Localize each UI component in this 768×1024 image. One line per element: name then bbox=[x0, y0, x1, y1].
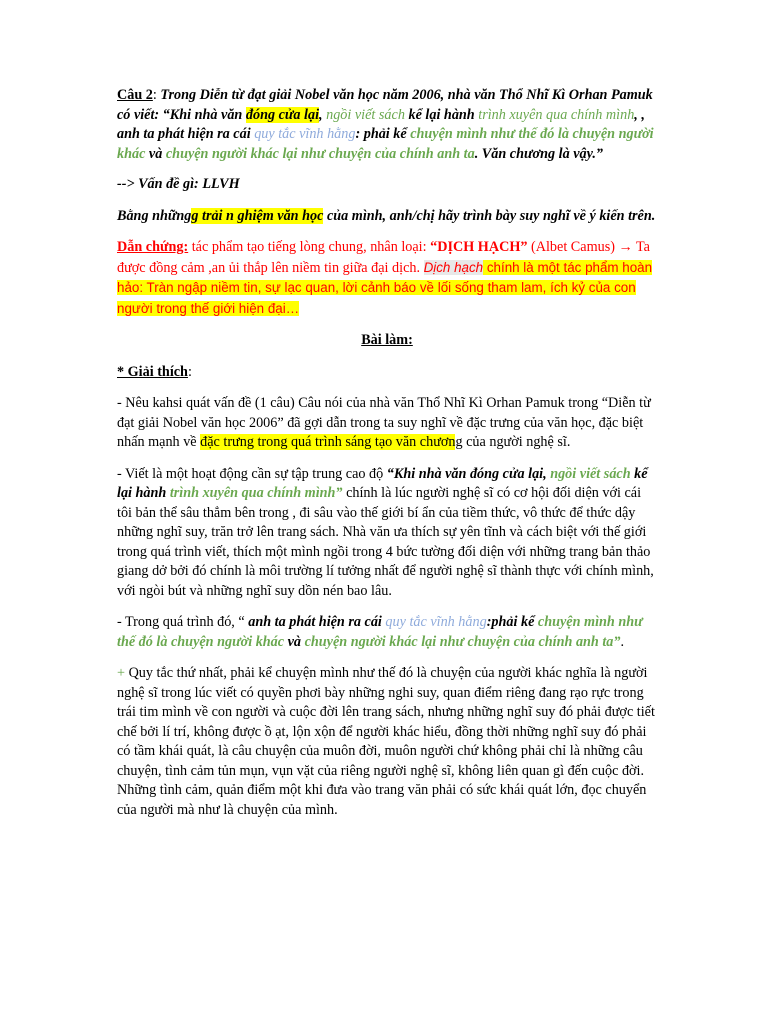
evidence-text: tác phẩm tạo tiếng lòng chung, nhân loại: bbox=[188, 239, 431, 255]
green-trinh-xuyen: trình xuyên qua chính mình bbox=[478, 106, 635, 123]
section-heading: Bài làm: bbox=[361, 332, 413, 348]
evidence-gray-title: Dịch hạch bbox=[423, 259, 484, 275]
blue-quy-tac: quy tắc vĩnh hằng bbox=[254, 126, 356, 142]
green-chuyen-nguoi-khac: chuyện người khác lại như chuyện của chính anh ta bbox=[165, 145, 475, 162]
p2-text: - Viết là một hoạt động cần sự tập trung cao độ bbox=[117, 465, 387, 482]
question-text: . Văn chương là vậy.” bbox=[474, 145, 604, 162]
evidence-title: “DỊCH HẠCH” bbox=[430, 239, 528, 255]
p2-green: ngồi viết sách bbox=[550, 465, 631, 482]
evidence-paragraph bbox=[117, 238, 657, 319]
paragraph-4 bbox=[117, 664, 657, 820]
question-text: , , anh ta phát hiện ra cái bbox=[117, 106, 645, 142]
explain-heading bbox=[117, 363, 657, 383]
p3-blue: quy tắc vĩnh hằng bbox=[385, 614, 487, 630]
paragraph-2 bbox=[117, 465, 657, 602]
p2-quote: “Khi nhà văn đóng cửa lại, bbox=[386, 465, 547, 482]
p3-quote: và bbox=[284, 633, 305, 650]
p3-quote: :phải kể bbox=[486, 614, 538, 630]
green-chuyen-minh: chuyện mình như thế đó là chuyện người khác bbox=[117, 126, 654, 162]
green-ngoi-viet-sach: ngồi viết sách bbox=[326, 106, 405, 123]
evidence-text: Ta được đồng cảm ,an ủi thắp lên niềm tin giữa đại dịch. bbox=[117, 239, 650, 276]
evidence-text: (Albet Camus) bbox=[527, 239, 619, 255]
question-text: Trong Diễn từ đạt giải Nobel văn học năm 2006, nhà văn Thổ Nhĩ Kì Orhan Pamuk có viết: “Khi nhà văn bbox=[117, 87, 653, 123]
p1-text: - Nêu kahsi quát vấn đề (1 câu) Câu nói của nhà văn Thổ Nhĩ Kì Orhan Pamuk trong “Diễn từ đạt giải Nobel văn học 2006” đã gợi dẫn trong ta suy nghĩ về đặc trưng của văn học, đặc biệt nhấn mạnh về bbox=[117, 395, 651, 450]
question-paragraph bbox=[117, 86, 657, 164]
highlight-dong-cua-lai: đóng cửa lại bbox=[245, 106, 320, 123]
question-label: Câu 2 bbox=[117, 87, 153, 103]
evidence-label: Dẫn chứng: bbox=[117, 239, 189, 255]
arrow-icon: → bbox=[618, 239, 633, 255]
task-paragraph bbox=[117, 207, 657, 227]
task-highlight: g trải n ghiệm văn học bbox=[191, 207, 324, 224]
plus-icon: + bbox=[117, 665, 126, 681]
issue-line: --> Vấn đề gì: LLVH bbox=[117, 176, 240, 192]
explain-colon: : bbox=[187, 363, 192, 380]
paragraph-1 bbox=[117, 394, 657, 453]
p4-text: Quy tắc thứ nhất, phải kể chuyện mình như thế đó là chuyện của người khác nghĩa là người nghệ sĩ trong lúc viết có quyền phơi bày những nghi suy, quan điểm riêng đang rạo rực trong trái tim mình về con người và cuộc đời lên trang sách, nhưng những nghĩ suy đó phải được tiết chế bởi lí trí, không được ồ ạt, lộn xộn để người khác hiểu, đồng thời những nghĩ suy đó phải có tầm khái quát, là câu chuyện của muôn đời, muôn người chứ không phải chỉ là những câu chuyện, tình cảm tủn mụn, vụn vặt của riêng người nghệ sĩ, không liên quan gì đến cuộc đời. Những tình cảm, quản điểm một khi đưa vào trang văn phải có sức khái quát lớn, đọc chuyển của người mà như là chuyện của mình. bbox=[117, 665, 655, 818]
task-text: Bằng những bbox=[117, 207, 192, 224]
p3-green: chuyện mình như thế đó là chuyện người khác bbox=[117, 614, 643, 650]
p1-highlight: đặc trưng trong quá trình sáng tạo văn chươn bbox=[200, 434, 456, 450]
question-colon: : bbox=[152, 87, 161, 103]
p3-text: . bbox=[620, 633, 625, 650]
evidence-highlight: chính là một tác phẩm hoàn hảo: Tràn ngập niềm tin, sự lạc quan, lời cảnh báo về lối sống tham lam, ích kỷ của con người trong thế giới hiện đại… bbox=[117, 259, 653, 316]
question-text: : phải kể bbox=[355, 126, 411, 142]
p2-quote: kể lại hành bbox=[117, 465, 648, 501]
p3-text: - Trong quá trình đó, “ bbox=[117, 614, 249, 630]
question-text: kể lại hành bbox=[404, 106, 479, 123]
question-text: , bbox=[319, 106, 327, 123]
p1-text: g của người nghệ sĩ. bbox=[455, 434, 571, 450]
task-text: của mình, anh/chị hãy trình bày suy nghĩ về ý kiến trên. bbox=[323, 207, 656, 224]
p3-quote: anh ta phát hiện ra cái bbox=[248, 614, 386, 630]
document-page bbox=[117, 86, 657, 832]
p3-green: chuyện người khác lại như chuyện của chính anh ta” bbox=[304, 633, 621, 650]
paragraph-3 bbox=[117, 613, 657, 652]
p2-text: chính là lúc người nghệ sĩ có cơ hội đối diện với cái tôi bản thể sâu thẳm bên trong , đi sâu vào thế giới bí ẩn của tiềm thức, vô thức để thức dậy những nghĩ suy, trăn trở lên trang sách. Nhà văn ưa thích sự yên tĩnh và cách biệt với thế giới trong quá trình viết, thích một mình ngồi trong 4 bức tường đối diện với những trang bản thảo giang dở bởi đó chính là môi trường lí tưởng nhất để người nghệ sĩ thành thực với chính mình, với ngòi bút và những nghĩ suy dồn nén bao lâu. bbox=[117, 485, 654, 599]
question-text: và bbox=[145, 145, 166, 162]
p2-green: trình xuyên qua chính mình” bbox=[166, 485, 343, 501]
explain-label: * Giải thích bbox=[117, 363, 188, 380]
